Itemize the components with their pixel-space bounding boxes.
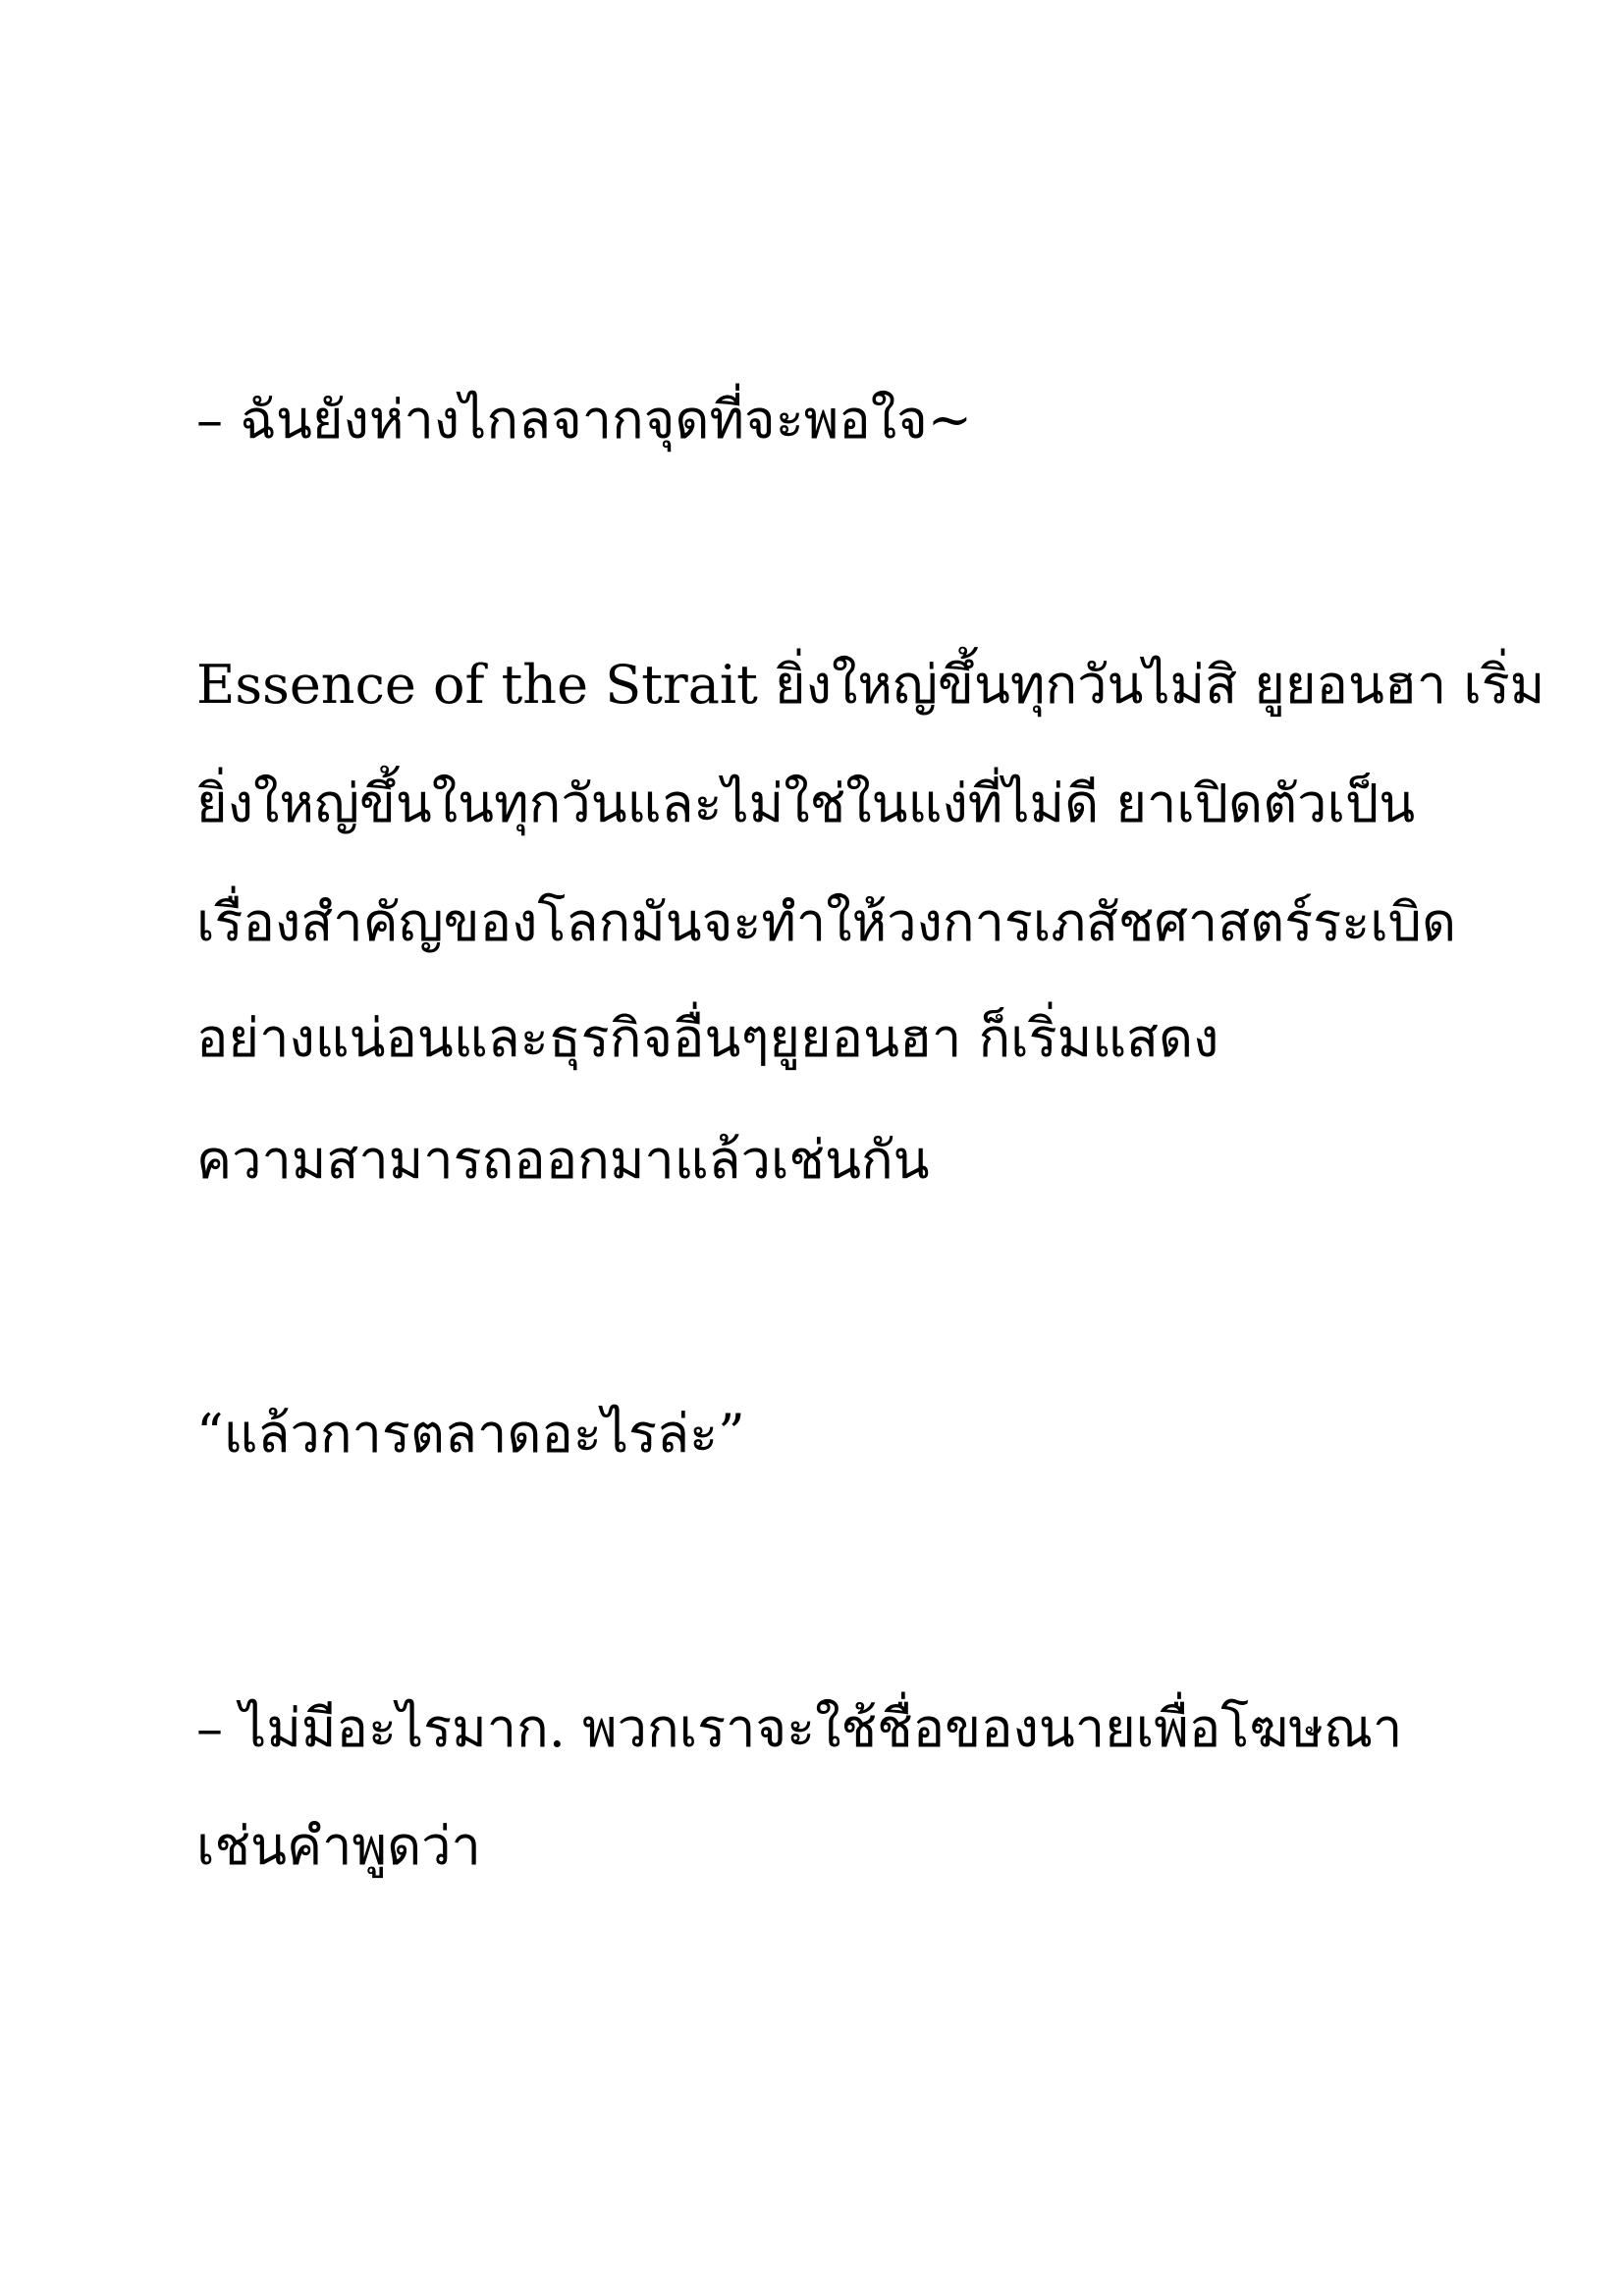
paragraph-2-line-3: เรื่องสำคัญของโลกมันจะทำให้วงการเภสัชศาสตร์ระเบิด <box>196 891 1457 953</box>
paragraph-3-line-1: “แล้วการตลาดอะไรล่ะ” <box>196 1403 745 1465</box>
paragraph-2-line-4: อย่างแน่อนและธุรกิจอื่นๆยูยอนฮา ก็เริ่มแสดง <box>196 1007 1219 1069</box>
paragraph-2-line-2: ยิ่งใหญ่ขึ้นในทุกวันและไม่ใช่ในแง่ที่ไม่ดี ยาเปิดตัวเป็น <box>196 773 1416 834</box>
paragraph-4-line-2: เช่นคำพูดว่า <box>196 1815 481 1877</box>
paragraph-4-line-1: – ไม่มีอะไรมาก. พวกเราจะใช้ชื่อของนายเพื่อโฆษณา <box>196 1697 1403 1759</box>
paragraph-2-line-1: Essence of the Strait ยิ่งใหญ่ขึ้นทุกวันไม่สิ ยูยอนฮา เริ่ม <box>196 654 1545 716</box>
paragraph-2-line-5: ความสามารถออกมาแล้วเช่นกัน <box>196 1129 930 1191</box>
paragraph-1-line-1: – ฉันยังห่างไกลจากจุดที่จะพอใจ~ <box>196 389 972 451</box>
